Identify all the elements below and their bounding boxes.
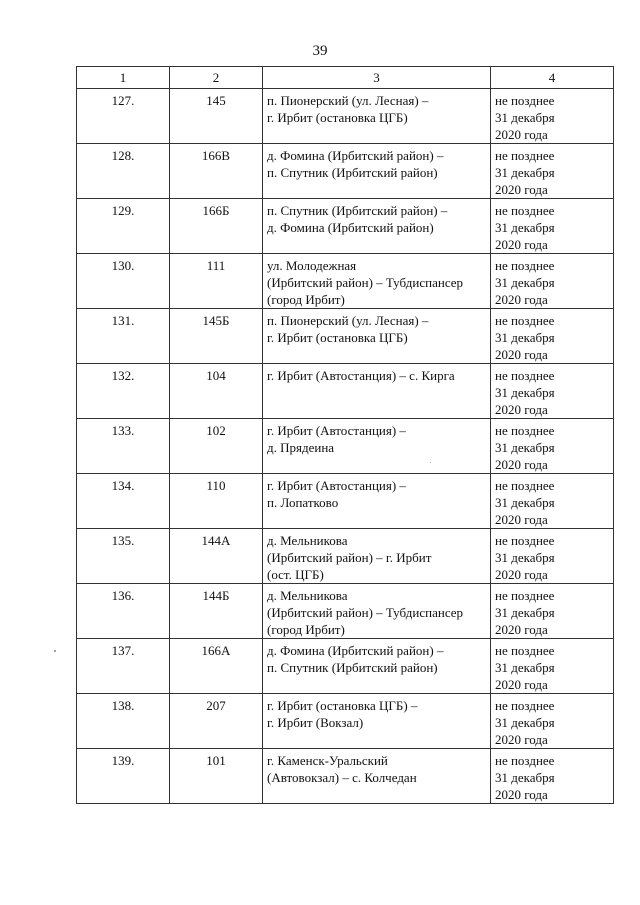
table-row xyxy=(77,89,614,144)
row-number-cell: 137. xyxy=(77,639,170,694)
row-number-cell: 138. xyxy=(77,694,170,749)
row-number-cell: 129. xyxy=(77,199,170,254)
deadline-cell xyxy=(491,309,614,364)
route-description-cell xyxy=(263,199,491,254)
route-number-cell: 207 xyxy=(170,694,263,749)
route-description-cell xyxy=(263,749,491,804)
deadline-line: 31 декабря xyxy=(495,660,555,675)
column-header-1: 1 xyxy=(77,67,170,89)
deadline-line: 31 декабря xyxy=(495,165,555,180)
deadline-line: 31 декабря xyxy=(495,715,555,730)
deadline-line: не позднее xyxy=(495,423,555,438)
row-number-cell: 133. xyxy=(77,419,170,474)
table-row xyxy=(77,364,614,419)
deadline-line: 31 декабря xyxy=(495,770,555,785)
route-description-cell xyxy=(263,309,491,364)
route-description-cell xyxy=(263,89,491,144)
deadline-line: 2020 года xyxy=(495,292,548,307)
deadline-cell xyxy=(491,144,614,199)
route-description-line: г. Ирбит (Автостанция) – xyxy=(267,478,406,493)
route-number-cell: 166Б xyxy=(170,199,263,254)
deadline-cell xyxy=(491,364,614,419)
column-header-4: 4 xyxy=(491,67,614,89)
route-description-line: д. Фомина (Ирбитский район) – xyxy=(267,148,444,163)
deadline-line: не позднее xyxy=(495,368,555,383)
deadline-cell xyxy=(491,254,614,309)
deadline-cell xyxy=(491,419,614,474)
column-header-3: 3 xyxy=(263,67,491,89)
deadline-line: не позднее xyxy=(495,588,555,603)
deadline-cell xyxy=(491,199,614,254)
deadline-line: 31 декабря xyxy=(495,330,555,345)
route-description-line: д. Мельникова xyxy=(267,588,348,603)
route-number-cell: 111 xyxy=(170,254,263,309)
table-row xyxy=(77,254,614,309)
deadline-line: не позднее xyxy=(495,643,555,658)
route-description-cell xyxy=(263,694,491,749)
route-description-line: п. Пионерский (ул. Лесная) – xyxy=(267,93,429,108)
table-row xyxy=(77,199,614,254)
route-description-cell xyxy=(263,419,491,474)
route-description-line: п. Пионерский (ул. Лесная) – xyxy=(267,313,429,328)
row-number-cell: 134. xyxy=(77,474,170,529)
route-description-cell xyxy=(263,639,491,694)
route-description-line: п. Спутник (Ирбитский район) – xyxy=(267,203,448,218)
row-number-cell: 136. xyxy=(77,584,170,639)
route-number-cell: 145 xyxy=(170,89,263,144)
deadline-line: 2020 года xyxy=(495,732,548,747)
table-header-row xyxy=(77,67,614,89)
route-description-line: д. Прядеина xyxy=(267,440,335,455)
route-number-cell: 102 xyxy=(170,419,263,474)
deadline-line: 2020 года xyxy=(495,347,548,362)
deadline-line: 2020 года xyxy=(495,622,548,637)
deadline-cell xyxy=(491,749,614,804)
table-row xyxy=(77,474,614,529)
deadline-line: 2020 года xyxy=(495,402,548,417)
deadline-line: 31 декабря xyxy=(495,220,555,235)
route-description-line: г. Ирбит (остановка ЦГБ) xyxy=(267,110,408,125)
route-description-line: д. Фомина (Ирбитский район) xyxy=(267,220,434,235)
table-row xyxy=(77,309,614,364)
route-description-line: д. Фомина (Ирбитский район) – xyxy=(267,643,444,658)
route-description-cell xyxy=(263,144,491,199)
route-description-line: г. Ирбит (остановка ЦГБ) – xyxy=(267,698,418,713)
row-number-cell: 132. xyxy=(77,364,170,419)
deadline-cell xyxy=(491,584,614,639)
route-description-line: (Ирбитский район) – Тубдиспансер xyxy=(267,275,464,290)
deadline-cell xyxy=(491,639,614,694)
deadline-line: не позднее xyxy=(495,148,555,163)
route-description-cell xyxy=(263,474,491,529)
route-number-cell: 104 xyxy=(170,364,263,419)
route-description-line: г. Ирбит (Автостанция) – с. Кирга xyxy=(267,368,455,383)
table-row xyxy=(77,694,614,749)
deadline-line: не позднее xyxy=(495,313,555,328)
deadline-line: не позднее xyxy=(495,93,555,108)
route-description-cell xyxy=(263,364,491,419)
route-description-line: (Автовокзал) – с. Колчедан xyxy=(267,770,417,785)
route-description-line: ул. Молодежная xyxy=(267,258,357,273)
route-number-cell: 144Б xyxy=(170,584,263,639)
route-description-line: п. Лопатково xyxy=(267,495,339,510)
route-description-line: п. Спутник (Ирбитский район) xyxy=(267,165,438,180)
column-header-2: 2 xyxy=(170,67,263,89)
table-row xyxy=(77,584,614,639)
deadline-line: не позднее xyxy=(495,533,555,548)
table-row xyxy=(77,749,614,804)
deadline-line: 2020 года xyxy=(495,457,548,472)
route-description-line: г. Ирбит (Автостанция) – xyxy=(267,423,406,438)
table-body xyxy=(77,89,614,804)
route-number-cell: 166В xyxy=(170,144,263,199)
deadline-line: не позднее xyxy=(495,698,555,713)
route-description-line: (Ирбитский район) – г. Ирбит xyxy=(267,550,432,565)
route-number-cell: 166А xyxy=(170,639,263,694)
table-row xyxy=(77,419,614,474)
deadline-cell xyxy=(491,89,614,144)
row-number-cell: 127. xyxy=(77,89,170,144)
deadline-line: 31 декабря xyxy=(495,110,555,125)
route-description-line: г. Ирбит (Вокзал) xyxy=(267,715,364,730)
deadline-line: 31 декабря xyxy=(495,385,555,400)
deadline-line: 2020 года xyxy=(495,512,548,527)
route-description-cell xyxy=(263,584,491,639)
deadline-line: 2020 года xyxy=(495,787,548,802)
row-number-cell: 131. xyxy=(77,309,170,364)
deadline-line: 2020 года xyxy=(495,237,548,252)
deadline-line: не позднее xyxy=(495,258,555,273)
route-number-cell: 101 xyxy=(170,749,263,804)
deadline-line: 31 декабря xyxy=(495,275,555,290)
deadline-line: 31 декабря xyxy=(495,495,555,510)
row-number-cell: 128. xyxy=(77,144,170,199)
route-description-line: (город Ирбит) xyxy=(267,292,345,307)
row-number-cell: 135. xyxy=(77,529,170,584)
table-row xyxy=(77,144,614,199)
deadline-line: 2020 года xyxy=(495,677,548,692)
route-description-line: (ост. ЦГБ) xyxy=(267,567,324,582)
scan-speck xyxy=(430,462,431,463)
deadline-line: не позднее xyxy=(495,478,555,493)
deadline-cell xyxy=(491,529,614,584)
route-description-line: п. Спутник (Ирбитский район) xyxy=(267,660,438,675)
route-description-line: г. Ирбит (остановка ЦГБ) xyxy=(267,330,408,345)
deadline-line: 2020 года xyxy=(495,127,548,142)
deadline-line: не позднее xyxy=(495,753,555,768)
route-number-cell: 110 xyxy=(170,474,263,529)
route-description-line: г. Каменск-Уральский xyxy=(267,753,388,768)
deadline-line: 31 декабря xyxy=(495,550,555,565)
row-number-cell: 130. xyxy=(77,254,170,309)
deadline-line: не позднее xyxy=(495,203,555,218)
table-row xyxy=(77,639,614,694)
page-number: 39 xyxy=(312,43,328,59)
route-number-cell: 144А xyxy=(170,529,263,584)
routes-table xyxy=(76,66,614,804)
route-description-cell xyxy=(263,254,491,309)
route-description-line: д. Мельникова xyxy=(267,533,348,548)
deadline-cell xyxy=(491,474,614,529)
table-row xyxy=(77,529,614,584)
route-description-line: (город Ирбит) xyxy=(267,622,345,637)
row-number-cell: 139. xyxy=(77,749,170,804)
route-number-cell: 145Б xyxy=(170,309,263,364)
deadline-line: 31 декабря xyxy=(495,440,555,455)
margin-mark xyxy=(54,650,56,652)
route-description-cell xyxy=(263,529,491,584)
deadline-cell xyxy=(491,694,614,749)
deadline-line: 31 декабря xyxy=(495,605,555,620)
deadline-line: 2020 года xyxy=(495,567,548,582)
deadline-line: 2020 года xyxy=(495,182,548,197)
route-description-line: (Ирбитский район) – Тубдиспансер xyxy=(267,605,464,620)
